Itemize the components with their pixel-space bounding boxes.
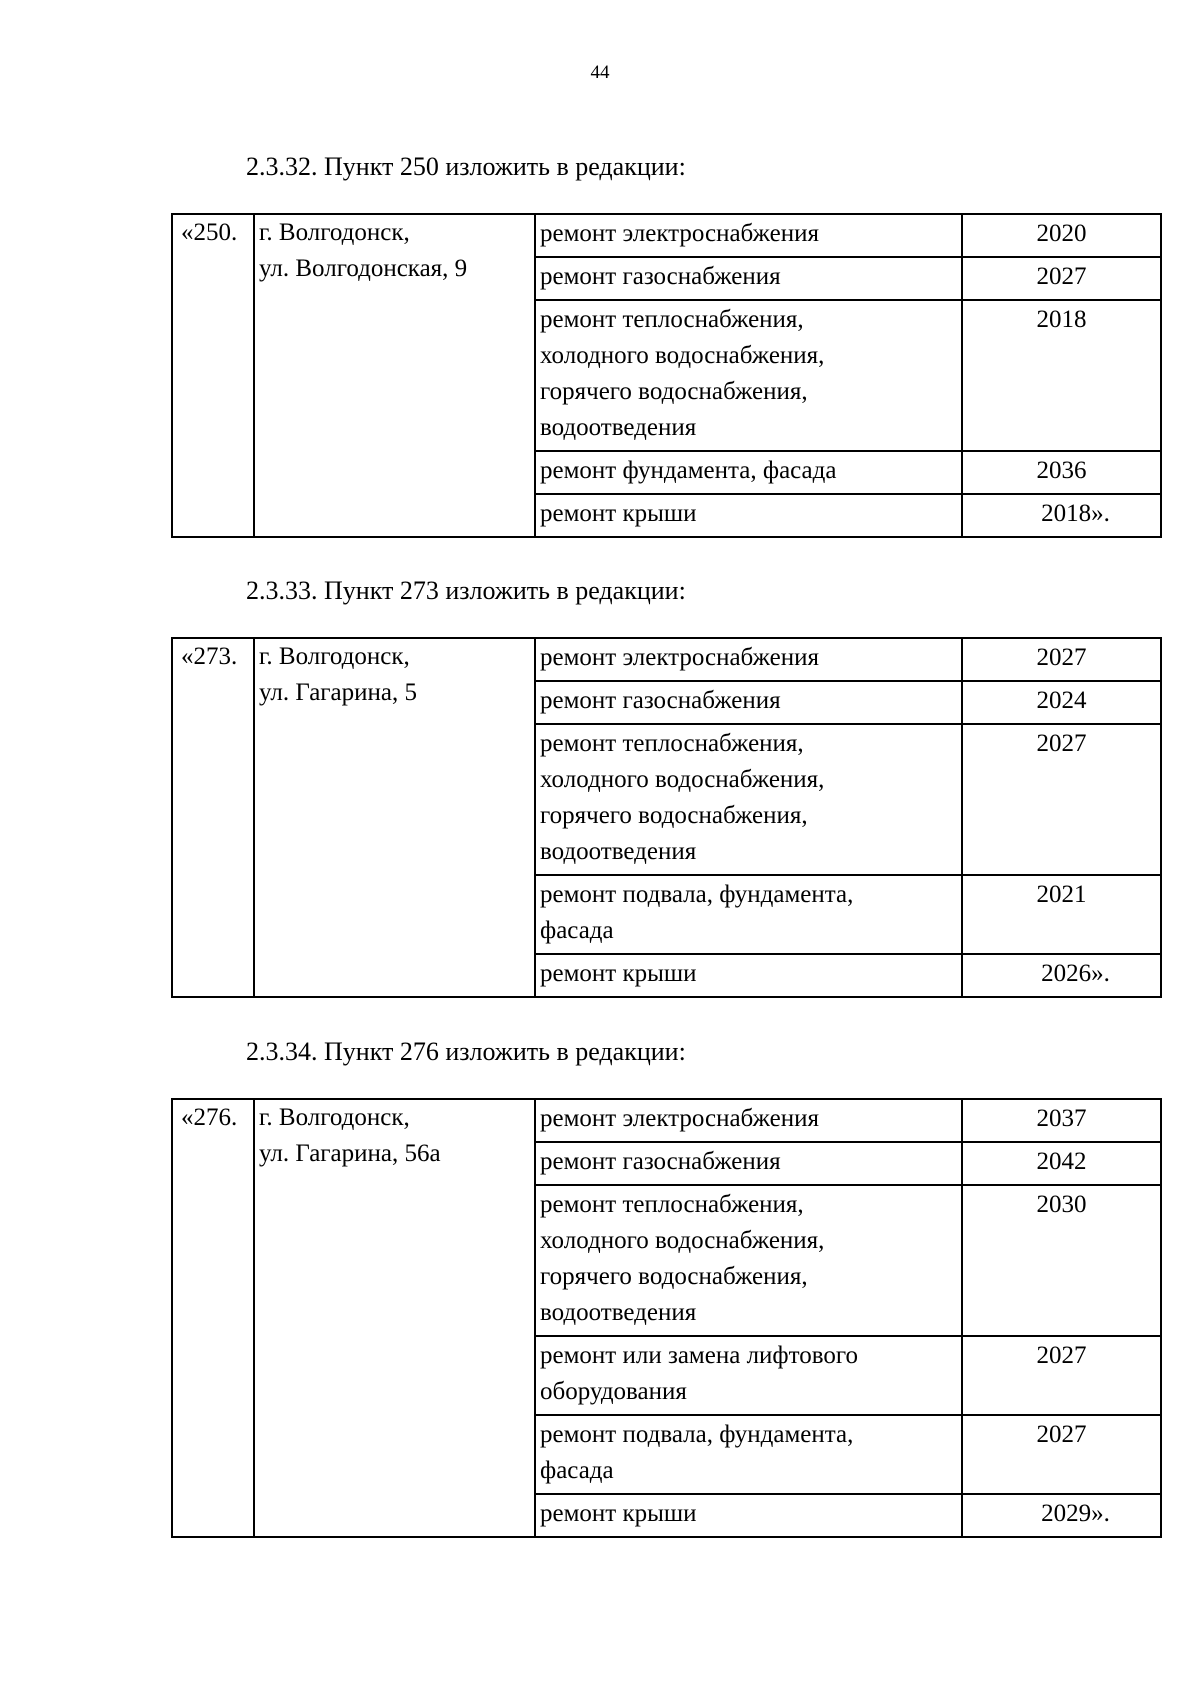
year-cell: 2036 [962, 451, 1161, 494]
table-row [172, 1099, 1161, 1142]
address-cell [254, 1099, 535, 1537]
work-type-cell: ремонт фундамента, фасада [535, 451, 962, 494]
year-cell: 2027 [962, 1415, 1161, 1494]
address-city: г. Волгодонск, [259, 643, 410, 670]
year-cell: 2018 [962, 300, 1161, 451]
year-cell: 2027 [962, 257, 1161, 300]
year-cell: 2027 [962, 1336, 1161, 1415]
amendment-table [171, 1098, 1162, 1538]
work-type-cell: ремонт газоснабжения [535, 1142, 962, 1185]
year-cell: 2042 [962, 1142, 1161, 1185]
work-line: ремонт подвала, фундамента, [540, 881, 854, 908]
work-type-cell: ремонт электроснабжения [535, 638, 962, 681]
item-number: «250. [172, 214, 254, 537]
work-line: горячего водоснабжения, [540, 378, 808, 405]
address-street: ул. Гагарина, 56а [259, 1140, 441, 1167]
work-type-cell [535, 1415, 962, 1494]
table-row [172, 638, 1161, 681]
year-cell: 2027 [962, 724, 1161, 875]
work-line: ремонт теплоснабжения, [540, 730, 804, 757]
table-row [172, 214, 1161, 257]
work-type-cell: ремонт электроснабжения [535, 1099, 962, 1142]
amendment-table [171, 213, 1162, 538]
year-cell: 2024 [962, 681, 1161, 724]
year-value: 2026». [1041, 960, 1110, 987]
work-type-cell [535, 1185, 962, 1336]
item-number: «276. [172, 1099, 254, 1537]
address-city: г. Волгодонск, [259, 1104, 410, 1131]
work-type-cell: ремонт электроснабжения [535, 214, 962, 257]
work-type-cell [535, 724, 962, 875]
work-line: горячего водоснабжения, [540, 1263, 808, 1290]
work-line: водоотведения [540, 1299, 697, 1326]
page-number: 44 [590, 62, 610, 83]
item-number: «273. [172, 638, 254, 997]
work-line: холодного водоснабжения, [540, 766, 825, 793]
section-heading: 2.3.33. Пункт 273 изложить в редакции: [246, 576, 686, 605]
amendment-table [171, 637, 1162, 998]
year-cell [962, 494, 1161, 537]
work-line: ремонт или замена лифтового [540, 1342, 858, 1369]
year-cell: 2021 [962, 875, 1161, 954]
work-line: ремонт теплоснабжения, [540, 1191, 804, 1218]
work-type-cell [535, 875, 962, 954]
work-line: водоотведения [540, 838, 697, 865]
year-cell: 2030 [962, 1185, 1161, 1336]
work-type-cell: ремонт крыши [535, 1494, 962, 1537]
address-city: г. Волгодонск, [259, 219, 410, 246]
address-street: ул. Волгодонская, 9 [259, 255, 468, 282]
work-line: ремонт подвала, фундамента, [540, 1421, 854, 1448]
work-line: горячего водоснабжения, [540, 802, 808, 829]
year-cell: 2037 [962, 1099, 1161, 1142]
work-type-cell [535, 1336, 962, 1415]
work-line: фасада [540, 1457, 614, 1484]
work-line: оборудования [540, 1378, 687, 1405]
work-type-cell: ремонт газоснабжения [535, 681, 962, 724]
work-line: водоотведения [540, 414, 697, 441]
work-line: холодного водоснабжения, [540, 1227, 825, 1254]
address-street: ул. Гагарина, 5 [259, 679, 418, 706]
work-line: фасада [540, 917, 614, 944]
address-cell [254, 638, 535, 997]
year-cell [962, 1494, 1161, 1537]
work-type-cell: ремонт газоснабжения [535, 257, 962, 300]
address-cell [254, 214, 535, 537]
year-value: 2018». [1041, 500, 1110, 527]
section-heading: 2.3.32. Пункт 250 изложить в редакции: [246, 152, 686, 181]
year-cell: 2027 [962, 638, 1161, 681]
year-cell: 2020 [962, 214, 1161, 257]
section-heading: 2.3.34. Пункт 276 изложить в редакции: [246, 1037, 686, 1066]
work-type-cell: ремонт крыши [535, 954, 962, 997]
work-line: холодного водоснабжения, [540, 342, 825, 369]
year-value: 2029». [1041, 1500, 1110, 1527]
work-type-cell [535, 300, 962, 451]
work-line: ремонт теплоснабжения, [540, 306, 804, 333]
work-type-cell: ремонт крыши [535, 494, 962, 537]
year-cell [962, 954, 1161, 997]
